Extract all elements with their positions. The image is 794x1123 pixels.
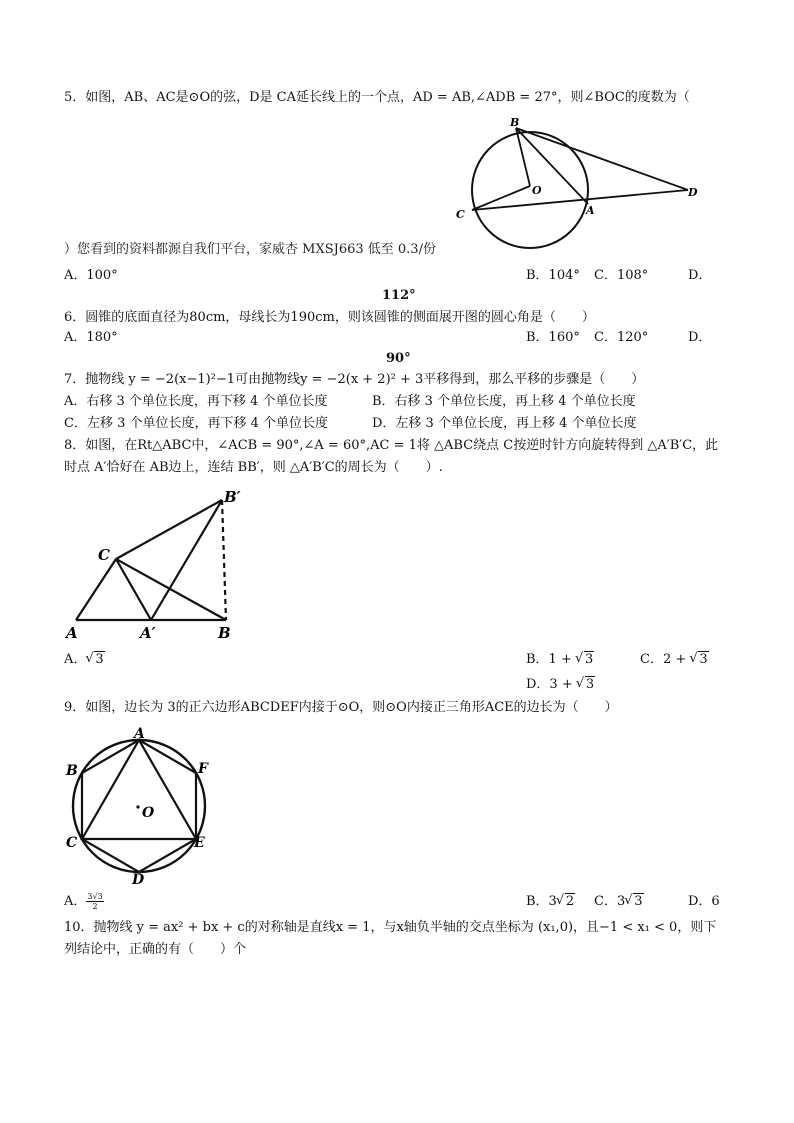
q10-stem-line2: 列结论中，正确的有（ ）个 xyxy=(64,942,247,957)
q8-option-c[interactable] xyxy=(640,652,709,668)
q9-option-a-prefix: A． xyxy=(64,894,87,909)
q5-label-D: D xyxy=(688,186,698,199)
q5-label-B: B xyxy=(510,116,520,129)
q6-stem: 6．圆锥的底面直径为80cm，母线长为190cm，则该圆锥的侧面展开图的圆心角是（ ） xyxy=(64,310,595,325)
q8-option-a-radical: √ 3 xyxy=(86,652,104,668)
q5-label-A: A xyxy=(586,204,595,217)
q8-seg-A'B' xyxy=(151,500,222,620)
q5-label-O: O xyxy=(532,184,542,197)
q9-option-b-prefix: B．3 xyxy=(526,894,557,909)
q8-option-b[interactable] xyxy=(526,652,594,668)
q9-label-O: O xyxy=(142,805,155,821)
q8-option-d-radical: √ 3 xyxy=(577,677,595,693)
q5-circle xyxy=(472,132,588,248)
q5-label-C: C xyxy=(456,208,465,221)
q8-option-a[interactable] xyxy=(64,652,105,668)
q9-stem: 9．如图，边长为 3的正六边形ABCDEF内接于⊙O，则⊙O内接正三角形ACE的边长为（ ） xyxy=(64,700,618,715)
q8-option-a-prefix: A． xyxy=(64,652,87,667)
q5-option-b[interactable]: B．104° xyxy=(526,268,580,283)
q8-option-c-radical: √ 3 xyxy=(690,652,708,668)
q8-option-c-prefix: C．2 + xyxy=(640,652,691,667)
q9-option-c-prefix: C．3 xyxy=(594,894,626,909)
q5-stem: 5．如图，AB、AC是⊙O的弦，D是 CA延长线上的一个点，AD = AB,∠ADB = 27°，则∠BOC的度数为（ xyxy=(64,90,690,105)
q5-figure xyxy=(448,112,708,252)
q8-seg-BB' xyxy=(222,500,226,620)
q8-stem-line2: 时点 A′恰好在 AB边上，连结 BB′，则 △A′B′C的周长为（ ）. xyxy=(64,460,443,475)
q10-stem-line1: 10．抛物线 y = ax² + bx + c的对称轴是直线x = 1，与x轴负半轴的交点坐标为 (x₁,0)，且−1 < x₁ < 0，则下 xyxy=(64,920,717,935)
q5-option-a[interactable]: A．100° xyxy=(64,268,118,283)
q9-option-d[interactable]: D．6 xyxy=(688,894,720,909)
q9-label-A: A xyxy=(134,726,145,742)
q9-label-F: F xyxy=(198,761,208,777)
q9-option-b-radical: √ 2 xyxy=(557,894,575,910)
q5-seg-OC xyxy=(472,186,530,210)
q8-label-B: B xyxy=(218,624,231,642)
q5-seg-BA xyxy=(516,128,588,204)
q5-seg-BD xyxy=(516,128,688,190)
q9-option-b[interactable] xyxy=(526,894,575,910)
q7-option-c[interactable]: C．左移 3 个单位长度，再下移 4 个单位长度 xyxy=(64,416,329,431)
q6-option-b[interactable]: B．160° xyxy=(526,330,580,345)
q8-label-A: A xyxy=(66,624,78,642)
q9-option-c-radical: √ 3 xyxy=(625,894,643,910)
q8-option-b-prefix: B．1 + xyxy=(526,652,576,667)
q5-stem-cont: ）您看到的资料都源自我们平台，家威杏 MXSJ663 低至 0.3/份 xyxy=(64,242,436,257)
q8-label-C: C xyxy=(98,546,110,564)
q9-label-B: B xyxy=(66,763,78,779)
q8-figure xyxy=(62,486,262,646)
q9-label-E: E xyxy=(194,835,205,851)
q9-center-dot xyxy=(136,805,139,808)
q9-figure xyxy=(62,720,222,888)
q5-seg-BO xyxy=(516,128,530,186)
q8-label-Ap: A′ xyxy=(140,624,156,642)
q5-seg-CD xyxy=(472,190,688,210)
q9-label-D: D xyxy=(132,872,145,888)
q6-option-d-value: 90° xyxy=(386,351,411,366)
q5-option-d[interactable]: D． xyxy=(688,268,712,283)
q8-option-d-prefix: D．3 + xyxy=(526,677,577,692)
q7-option-b[interactable]: B．右移 3 个单位长度，再上移 4 个单位长度 xyxy=(372,394,636,409)
q6-option-d[interactable]: D． xyxy=(688,330,712,345)
q8-stem-line1: 8．如图，在Rt△ABC中，∠ACB = 90°,∠A = 60°,AC = 1将 △ABC绕点 C按逆时针方向旋转得到 △A′B′C，此 xyxy=(64,438,719,453)
q7-stem: 7．抛物线 y = −2(x−1)²−1可由抛物线y = −2(x + 2)² + 3平移得到，那么平移的步骤是（ ） xyxy=(64,372,645,387)
q6-option-c[interactable]: C．120° xyxy=(594,330,649,345)
q9-label-C: C xyxy=(66,835,78,851)
q8-option-b-radical: √ 3 xyxy=(576,652,594,668)
q8-label-Bp: B′ xyxy=(224,488,241,506)
q8-seg-CB' xyxy=(116,500,222,559)
q9-option-a[interactable] xyxy=(64,892,104,911)
q5-option-d-value: 112° xyxy=(382,288,416,303)
q8-seg-AC xyxy=(76,559,116,620)
q8-option-d[interactable] xyxy=(526,677,595,693)
q9-option-c[interactable] xyxy=(594,894,644,910)
q7-option-a[interactable]: A．右移 3 个单位长度，再下移 4 个单位长度 xyxy=(64,394,328,409)
q9-option-a-fraction: $\frac{3√3}{2}$ xyxy=(87,892,103,911)
q7-option-d[interactable]: D．左移 3 个单位长度，再上移 4 个单位长度 xyxy=(372,416,637,431)
q6-option-a[interactable]: A．180° xyxy=(64,330,118,345)
q5-option-c[interactable]: C．108° xyxy=(594,268,649,283)
